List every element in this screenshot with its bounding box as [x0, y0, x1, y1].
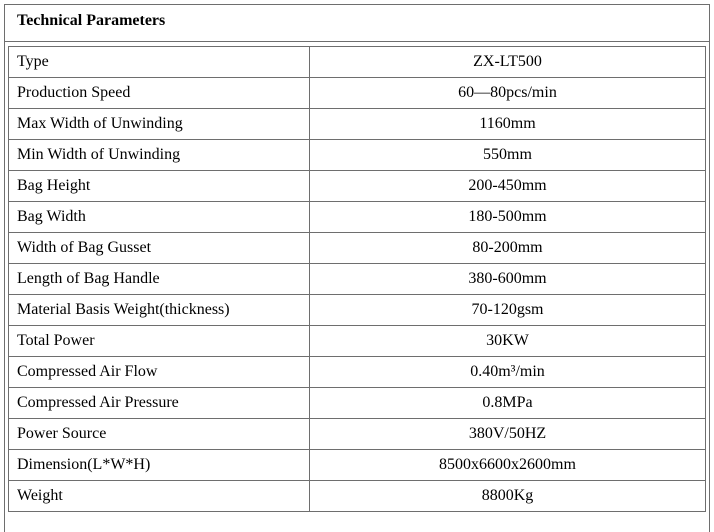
parameter-label: Weight [9, 481, 310, 512]
technical-parameters-sheet [4, 4, 710, 532]
parameter-value: ZX-LT500 [310, 47, 706, 78]
parameter-value: 200-450mm [310, 171, 706, 202]
parameter-label: Type [9, 47, 310, 78]
parameter-value: 0.8MPa [310, 388, 706, 419]
table-row [9, 171, 706, 202]
parameter-label: Power Source [9, 419, 310, 450]
parameter-label: Production Speed [9, 78, 310, 109]
table-row [9, 202, 706, 233]
parameter-value: 80-200mm [310, 233, 706, 264]
table-row [9, 78, 706, 109]
parameter-label: Bag Width [9, 202, 310, 233]
table-row [9, 481, 706, 512]
table-title: Technical Parameters [5, 5, 709, 42]
parameter-label: Material Basis Weight(thickness) [9, 295, 310, 326]
parameter-label: Max Width of Unwinding [9, 109, 310, 140]
parameter-value: 380V/50HZ [310, 419, 706, 450]
parameter-value: 30KW [310, 326, 706, 357]
parameter-value: 550mm [310, 140, 706, 171]
parameter-label: Total Power [9, 326, 310, 357]
parameter-value: 180-500mm [310, 202, 706, 233]
parameter-value: 70-120gsm [310, 295, 706, 326]
table-row [9, 140, 706, 171]
parameter-value: 0.40m³/min [310, 357, 706, 388]
table-row [9, 295, 706, 326]
parameter-label: Min Width of Unwinding [9, 140, 310, 171]
parameter-value: 60—80pcs/min [310, 78, 706, 109]
table-row [9, 357, 706, 388]
parameter-label: Bag Height [9, 171, 310, 202]
table-row [9, 419, 706, 450]
table-row [9, 264, 706, 295]
table-row [9, 388, 706, 419]
table-row [9, 326, 706, 357]
table-row [9, 450, 706, 481]
parameter-value: 1160mm [310, 109, 706, 140]
parameter-label: Compressed Air Flow [9, 357, 310, 388]
parameter-label: Compressed Air Pressure [9, 388, 310, 419]
parameter-label: Width of Bag Gusset [9, 233, 310, 264]
parameter-label: Dimension(L*W*H) [9, 450, 310, 481]
parameter-value: 8800Kg [310, 481, 706, 512]
parameter-value: 380-600mm [310, 264, 706, 295]
parameters-table [8, 46, 706, 512]
parameter-value: 8500x6600x2600mm [310, 450, 706, 481]
table-row [9, 47, 706, 78]
table-row [9, 109, 706, 140]
table-row [9, 233, 706, 264]
parameter-label: Length of Bag Handle [9, 264, 310, 295]
